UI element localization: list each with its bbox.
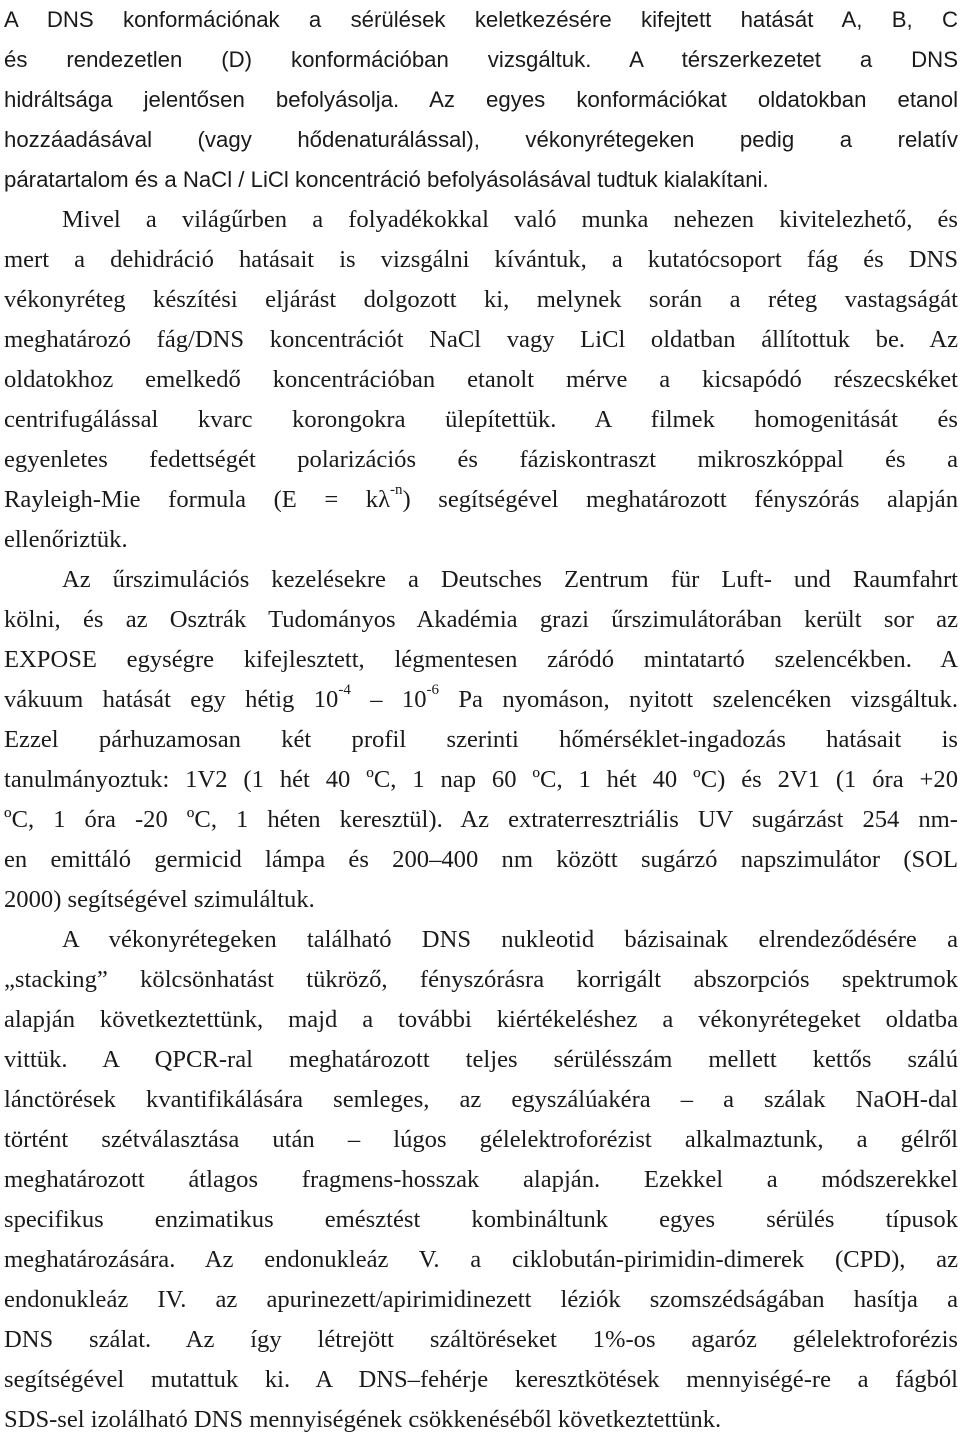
text-line: endonukleáz IV. az apurinezett/apirimidinezett léziók szomszédságában hasítja a bbox=[4, 1286, 958, 1313]
formula-text-before: Rayleigh-Mie formula (E = kλ bbox=[4, 486, 391, 513]
formula-exponent: -n bbox=[390, 481, 403, 498]
text-line: egyenletes fedettségét polarizációs és fáziskontraszt mikroszkóppal és a bbox=[4, 446, 958, 473]
text-line: alapján következtettünk, majd a további kiértékeléshez a vékonyrétegeket oldatba bbox=[4, 1006, 958, 1033]
text-line: ellenőriztük. bbox=[4, 526, 128, 553]
text-line: kölni, és az Osztrák Tudományos Akadémia grazi űrszimulátorában került sor az bbox=[4, 606, 958, 633]
formula-text-after: ) segítségével meghatározott fényszórás alapján bbox=[402, 486, 958, 513]
text-line: történt szétválasztása után – lúgos gélelektroforézist alkalmaztunk, a gélről bbox=[4, 1126, 958, 1153]
text-line: Mivel a világűrben a folyadékokkal való munka nehezen kivitelezhető, és bbox=[62, 206, 958, 233]
text-line: centrifugálással kvarc korongokra ülepítettük. A filmek homogenitását és bbox=[4, 406, 958, 433]
formula-line bbox=[4, 480, 958, 520]
text-line: meghatározására. Az endonukleáz V. a ciklobután-pirimidin-dimerek (CPD), az bbox=[4, 1246, 958, 1273]
text-line: SDS-sel izolálható DNS mennyiségének csökkenéséből következtettünk. bbox=[4, 1406, 722, 1433]
text-line: oldatokhoz emelkedő koncentrációban etanolt mérve a kicsapódó részecskéket bbox=[4, 366, 958, 393]
text-line: EXPOSE egységre kifejlesztett, légmentesen záródó mintatartó szelencékben. A bbox=[4, 646, 958, 673]
text-line: 2000) segítségével szimuláltuk. bbox=[4, 886, 315, 913]
vacuum-text-mid: – 10 bbox=[350, 686, 427, 713]
text-line: Az űrszimulációs kezelésekre a Deutsches Zentrum für Luft- und Raumfahrt bbox=[62, 566, 958, 593]
pressure-exponent-2: -6 bbox=[426, 681, 439, 698]
text-line: A DNS konformációnak a sérülések keletkezésére kifejtett hatását A, B, C bbox=[4, 7, 958, 32]
text-line: en emittáló germicid lámpa és 200–400 nm között sugárzó napszimulátor (SOL bbox=[4, 846, 958, 873]
text-line: meghatározó fág/DNS koncentrációt NaCl vagy LiCl oldatban állítottuk be. Az bbox=[4, 326, 958, 353]
text-line: vittük. A QPCR-ral meghatározott teljes sérülésszám mellett kettős szálú bbox=[4, 1046, 958, 1073]
text-line: DNS szálat. Az így létrejött száltöréseket 1%-os agaróz gélelektroforézis bbox=[4, 1326, 958, 1353]
text-line: A vékonyrétegeken található DNS nukleotid bázisainak elrendeződésére a bbox=[62, 926, 958, 953]
text-line: segítségével mutattuk ki. A DNS–fehérje keresztkötések mennyiségé-re a fágból bbox=[4, 1366, 958, 1393]
text-line: ºC, 1 óra -20 ºC, 1 héten keresztül). Az extraterresztriális UV sugárzást 254 nm- bbox=[4, 806, 958, 833]
pressure-exponent-1: -4 bbox=[338, 681, 351, 698]
text-line: mert a dehidráció hatásait is vizsgálni kívántuk, a kutatócsoport fág és DNS bbox=[4, 246, 958, 273]
text-line: specifikus enzimatikus emésztést kombináltunk egyes sérülés típusok bbox=[4, 1206, 958, 1233]
text-line: Ezzel párhuzamosan két profil szerinti hőmérséklet-ingadozás hatásait is bbox=[4, 726, 958, 753]
text-line: páratartalom és a NaCl / LiCl koncentráció befolyásolásával tudtuk kialakítani. bbox=[4, 167, 769, 192]
text-line: tanulmányoztuk: 1V2 (1 hét 40 ºC, 1 nap 60 ºC, 1 hét 40 ºC) és 2V1 (1 óra +20 bbox=[4, 766, 958, 793]
vacuum-text-after: Pa nyomáson, nyitott szelencéken vizsgáltuk. bbox=[438, 686, 958, 713]
text-line: lánctörések kvantifikálására semleges, az egyszálúakéra – a szálak NaOH-dal bbox=[4, 1086, 958, 1113]
text-line: hozzáadásával (vagy hődenaturálással), vékonyrétegeken pedig a relatív bbox=[4, 127, 958, 152]
text-line: meghatározott átlagos fragmens-hosszak alapján. Ezekkel a módszerekkel bbox=[4, 1166, 958, 1193]
text-line: vékonyréteg készítési eljárást dolgozott ki, melynek során a réteg vastagságát bbox=[4, 286, 958, 313]
vacuum-text-before: vákuum hatását egy hétig 10 bbox=[4, 686, 339, 713]
text-line: és rendezetlen (D) konformációban vizsgáltuk. A térszerkezetet a DNS bbox=[4, 47, 958, 72]
vacuum-line bbox=[4, 680, 958, 720]
text-line: „stacking” kölcsönhatást tükröző, fényszórásra korrigált abszorpciós spektrumok bbox=[4, 966, 958, 993]
text-line: hidráltsága jelentősen befolyásolja. Az egyes konformációkat oldatokban etanol bbox=[4, 87, 958, 112]
